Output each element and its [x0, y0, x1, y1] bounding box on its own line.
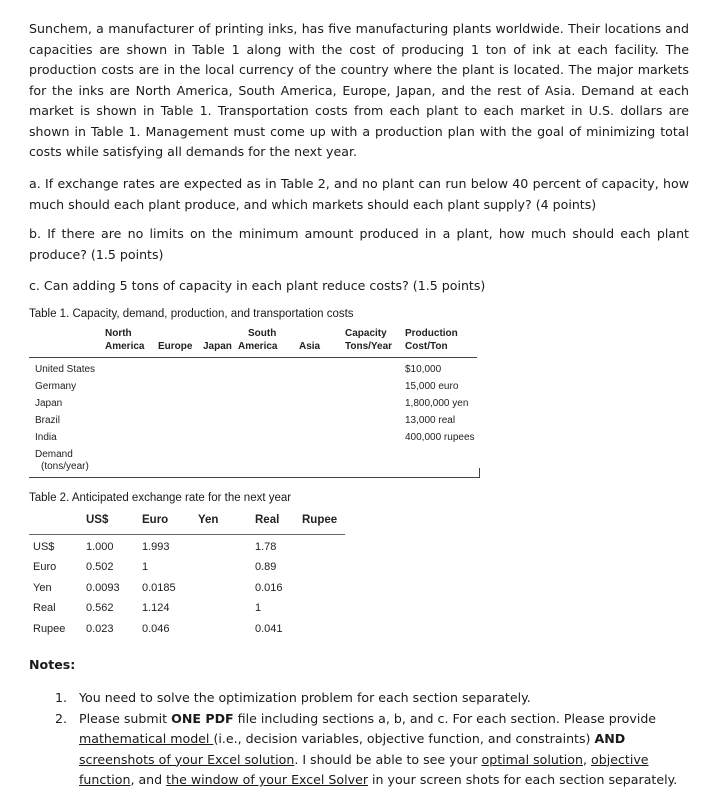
question-c: c. Can adding 5 tons of capacity in each plant reduce costs? (1.5 points): [29, 278, 486, 293]
note-1: [55, 688, 691, 709]
note-2-excel-solver: the window of your Excel Solver: [166, 772, 369, 787]
t1-plant-label: Brazil: [35, 415, 61, 426]
t1-header-south-1: South: [248, 328, 277, 339]
table1-bottom-rule: [29, 477, 480, 478]
notes-title: Notes:: [29, 657, 76, 672]
t2-header-euro: Euro: [142, 514, 169, 526]
table1-bottom-tick: [479, 468, 480, 477]
note-2-optimal-solution: optimal solution: [481, 751, 583, 767]
t2-rate-cell: 1.78: [255, 541, 277, 553]
t1-header-asia: Asia: [299, 341, 321, 352]
t2-rate-cell: 0.041: [255, 623, 283, 635]
question-a: a. If exchange rates are expected as in Table 2, and no plant can run below 40 percent of capacity, how much should each plant produce, and which markets should each plant supply? (4 points): [29, 176, 689, 212]
t1-plant-label: United States: [35, 364, 96, 375]
t2-rate-cell: 0.046: [142, 623, 170, 635]
note-2-text-9: . I should be able to see your: [294, 751, 482, 767]
t2-rate-cell: 0.0093: [86, 582, 120, 594]
t2-rate-cell: 1.000: [86, 541, 114, 553]
t2-rate-cell: 0.016: [255, 582, 283, 594]
t2-rate-cell: 0.502: [86, 561, 114, 573]
note-1-text: You need to solve the optimization problem for each section separately.: [79, 690, 531, 705]
t1-production-cost-cell: $10,000: [405, 364, 442, 375]
table1-top-rule: [29, 357, 477, 358]
t2-rate-cell: 1.993: [142, 541, 170, 553]
t1-production-cost-cell: 1,800,000 yen: [405, 398, 469, 409]
note-2-objective-function: objective function: [79, 751, 649, 787]
t2-row-label: Yen: [33, 582, 52, 594]
note-2-text-13: , and: [130, 772, 167, 787]
t2-header-yen: Yen: [198, 514, 219, 526]
t1-header-europe: Europe: [158, 341, 193, 352]
t2-row-label: Real: [33, 602, 56, 614]
t1-production-cost-cell: 400,000 rupees: [405, 432, 475, 443]
t1-header-japan: Japan: [203, 341, 232, 352]
note-2: [55, 709, 691, 791]
note-2-mathematical-model: mathematical model: [79, 731, 214, 746]
t1-header-capacity-1: Capacity: [345, 328, 387, 339]
t2-rate-cell: 0.023: [86, 623, 114, 635]
t1-production-cost-cell: 13,000 real: [405, 415, 456, 426]
t2-rate-cell: 0.0185: [142, 582, 176, 594]
note-2-text-11: ,: [583, 751, 592, 767]
t2-rate-cell: 1: [255, 602, 262, 614]
t1-production-cost-cell: 15,000 euro: [405, 381, 459, 392]
t1-demand-label-1: Demand: [35, 449, 73, 460]
note-2-screenshots: screenshots of your Excel solution: [79, 751, 295, 767]
t1-plant-label: Germany: [35, 381, 77, 392]
t2-rate-cell: 0.562: [86, 602, 114, 614]
t1-header-production-2: Cost/Ton: [405, 341, 448, 352]
t1-header-south-2: America: [238, 341, 278, 352]
t2-rate-cell: 1.124: [142, 602, 170, 614]
note-1-number: 1.: [55, 690, 68, 705]
notes-list: [55, 688, 691, 791]
t1-demand-label-2: (tons/year): [41, 461, 89, 472]
note-2-number: 2.: [55, 710, 68, 726]
t1-header-production-1: Production: [405, 328, 458, 339]
t1-header-north-2: America: [105, 341, 145, 352]
t1-plant-label: Japan: [35, 398, 63, 409]
t2-header-rupee: Rupee: [302, 514, 338, 526]
t2-row-label: US$: [33, 541, 55, 553]
note-2-text-5: (i.e., decision variables, objective function, and constraints): [213, 731, 595, 746]
table1-caption: Table 1. Capacity, demand, production, and transportation costs: [29, 308, 354, 320]
t2-rate-cell: 0.89: [255, 561, 277, 573]
t1-plant-label: India: [35, 432, 57, 443]
t1-header-capacity-2: Tons/Year: [345, 341, 393, 352]
t1-header-north-1: North: [105, 328, 132, 339]
table2-caption: Table 2. Anticipated exchange rate for the next year: [29, 492, 292, 504]
t2-rate-cell: 1: [142, 561, 149, 573]
table2-rule: [29, 534, 345, 535]
t2-header-usd: US$: [86, 514, 109, 526]
note-2-text-1: Please submit: [79, 710, 172, 726]
t2-row-label: Euro: [33, 561, 57, 573]
question-b: b. If there are no limits on the minimum amount produced in a plant, how much should each plant produce? (1.5 points): [29, 226, 689, 262]
note-2-one-pdf: ONE PDF: [171, 710, 234, 726]
note-2-text-3: file including sections a, b, and c. For each section. Please provide: [233, 710, 657, 726]
intro-paragraph: Sunchem, a manufacturer of printing inks, has five manufacturing plants worldwide. Their locations and capacities are shown in Table 1 along with the cost of producing 1 ton of ink at each facility. The production costs are in the local currency of the country where the plant is located. The major markets for the inks are North America, South America, Europe, Japan, and the rest of Asia. Demand at each market is shown in Table 1. Transportation costs from each plant to each market in U.S. dollars are shown in Table 1. Management must come up with a production plan with the goal of minimizing total costs while satisfying all demands for the next year.: [29, 21, 689, 159]
t2-header-real: Real: [255, 514, 280, 526]
note-2-and: AND: [594, 731, 626, 746]
note-2-text-15: in your screen shots for each section separately.: [368, 772, 678, 787]
t2-row-label: Rupee: [33, 623, 66, 635]
